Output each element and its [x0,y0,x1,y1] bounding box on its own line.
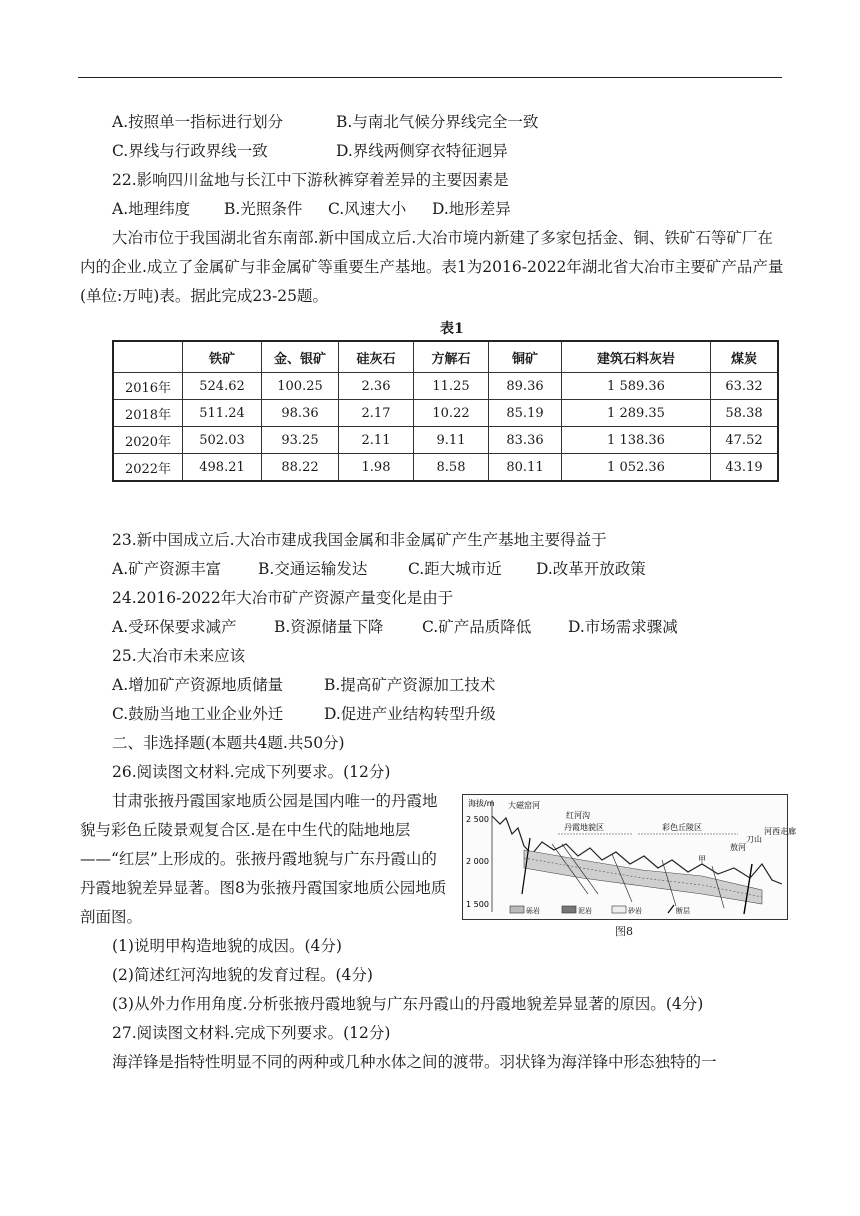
material-intro: 大冶市位于我国湖北省东南部.新中国成立后.大冶市境内新建了多家包括金、铜、铁矿石等矿厂在内的企业.成立了金属矿与非金属矿等重要生产基地。表1为2016-2022年湖北省大冶市主要矿产品产量(单位:万吨)表。据此完成23-25题。 [80,229,784,305]
q25-option-b: B.提高矿产资源加工技术 [324,676,496,694]
table-cell: 1 138.36 [562,427,711,454]
q21-options-row1 [112,112,538,132]
q26-sub1: (1)说明甲构造地貌的成因。(4分) [112,937,342,955]
table-cell: 2022年 [113,454,183,482]
figure8-label: 彩色丘陵区 [662,823,702,832]
table1 [112,340,779,482]
q22-option-d: D.地形差异 [432,200,511,218]
table-row [113,400,778,427]
table-cell: 2.17 [339,400,414,427]
table-cell: 511.24 [183,400,262,427]
table-cell: 2018年 [113,400,183,427]
q26-material: 甘肃张掖丹霞国家地质公园是国内唯一的丹霞地貌与彩色丘陵景观复合区.是在中生代的陆地地层——“红层”上形成的。张掖丹霞地貌与广东丹霞山的丹霞地貌差异显著。图8为张掖丹霞国家地质公园地质剖面图。 [80,792,447,926]
q24-options [112,617,678,637]
table-cell: 1 589.36 [562,373,711,400]
q21-option-b: B.与南北气候分界线完全一致 [336,113,539,131]
q23-options [112,559,646,579]
q27-stem: 27.阅读图文材料.完成下列要求。(12分) [112,1024,391,1042]
table-cell: 8.58 [414,454,489,482]
q26-sub2: (2)简述红河沟地貌的发育过程。(4分) [112,966,373,984]
table1-caption: 表1 [440,321,464,337]
q21-option-c: C.界线与行政界线一致 [112,142,268,160]
table-cell: 89.36 [489,373,562,400]
table-cell: 502.03 [183,427,262,454]
table-header-cell: 硅灰石 [339,341,414,373]
q24-option-a: A.受环保要求减产 [112,618,237,636]
figure8-legend-item: 断层 [676,907,690,915]
q23-option-b: B.交通运输发达 [258,560,368,578]
table-cell: 80.11 [489,454,562,482]
q26-sub3: (3)从外力作用角度.分析张掖丹霞地貌与广东丹霞山的丹霞地貌差异显著的原因。(4分) [112,995,704,1013]
q23-option-c: C.距大城市近 [408,560,502,578]
q24-option-c: C.矿产品质降低 [422,618,532,636]
q24-option-d: D.市场需求骤减 [568,618,678,636]
table-cell: 524.62 [183,373,262,400]
q22-option-a: A.地理纬度 [112,200,191,218]
table-header-row [113,341,778,373]
figure8-legend-item: 砾岩 [526,907,540,915]
figure8-label: 敖河 [730,843,746,852]
table-cell: 63.32 [711,373,779,400]
figure8-label: 丹霞地貌区 [564,823,604,832]
table-header-cell: 方解石 [414,341,489,373]
table-cell: 47.52 [711,427,779,454]
table-header-cell: 铁矿 [183,341,262,373]
figure8-label: 大磁窑河 [508,801,540,810]
table-header-cell: 铜矿 [489,341,562,373]
q27-material: 海洋锋是指特性明显不同的两种或几种水体之间的渡带。羽状锋为海洋锋中形态独特的一 [112,1053,717,1071]
q25-option-d: D.促进产业结构转型升级 [324,705,496,723]
table-cell: 88.22 [262,454,339,482]
table-cell: 11.25 [414,373,489,400]
figure8-label: 刀山 [746,835,762,844]
table-cell: 10.22 [414,400,489,427]
q25-options-row2 [112,704,496,724]
q22-option-b: B.光照条件 [224,200,303,218]
figure8-label: 甲 [698,855,706,864]
q21-options-row2 [112,141,508,161]
table-row [113,427,778,454]
table-header-cell [113,341,183,373]
table-cell: 1 052.36 [562,454,711,482]
q25-option-c: C.鼓励当地工业企业外迁 [112,705,284,723]
q21-option-a: A.按照单一指标进行划分 [112,113,284,131]
table-header-cell: 煤炭 [711,341,779,373]
q22-options [112,199,511,219]
table-header-cell: 金、银矿 [262,341,339,373]
table-row [113,373,778,400]
table-cell: 83.36 [489,427,562,454]
section-two-heading: 二、非选择题(本题共4题.共50分) [112,734,345,752]
table-cell: 93.25 [262,427,339,454]
q26-stem: 26.阅读图文材料.完成下列要求。(12分) [112,763,391,781]
table-row [113,454,778,482]
q24-stem: 24.2016-2022年大冶市矿产资源产量变化是由于 [112,589,454,607]
table-cell: 100.25 [262,373,339,400]
q25-stem: 25.大冶市未来应该 [112,647,246,665]
figure8-y-label: 海拔/m [468,799,495,808]
figure8-label: 红河沟 [566,811,590,820]
table-cell: 98.36 [262,400,339,427]
table-cell: 1 289.35 [562,400,711,427]
table-cell: 58.38 [711,400,779,427]
q22-stem: 22.影响四川盆地与长江中下游秋裤穿着差异的主要因素是 [112,171,509,189]
q23-option-d: D.改革开放政策 [536,560,646,578]
figure8-tick: 1 500 [466,900,489,909]
table-cell: 85.19 [489,400,562,427]
figure8-legend-item: 泥岩 [578,907,592,915]
q25-options-row1 [112,675,495,695]
q21-option-d: D.界线两侧穿衣特征迥异 [336,142,508,160]
table-cell: 2.36 [339,373,414,400]
table-header-cell: 建筑石料灰岩 [562,341,711,373]
header-rule [78,77,782,78]
q25-option-a: A.增加矿产资源地质储量 [112,676,284,694]
q23-stem: 23.新中国成立后.大冶市建成我国金属和非金属矿产生产基地主要得益于 [112,531,607,549]
figure8-caption: 图8 [615,925,633,938]
table-cell: 2016年 [113,373,183,400]
figure8-legend-item: 砂岩 [628,907,642,915]
figure8-tick: 2 500 [466,815,489,824]
table-cell: 43.19 [711,454,779,482]
table-cell: 2.11 [339,427,414,454]
figure8-geologic-section [462,794,796,920]
q23-option-a: A.矿产资源丰富 [112,560,222,578]
table-cell: 9.11 [414,427,489,454]
q24-option-b: B.资源储量下降 [274,618,384,636]
figure8-tick: 2 000 [466,857,489,866]
table-cell: 2020年 [113,427,183,454]
table-cell: 498.21 [183,454,262,482]
table-cell: 1.98 [339,454,414,482]
q22-option-c: C.风速大小 [328,200,407,218]
figure8-label: 河西走廊 [764,827,796,836]
